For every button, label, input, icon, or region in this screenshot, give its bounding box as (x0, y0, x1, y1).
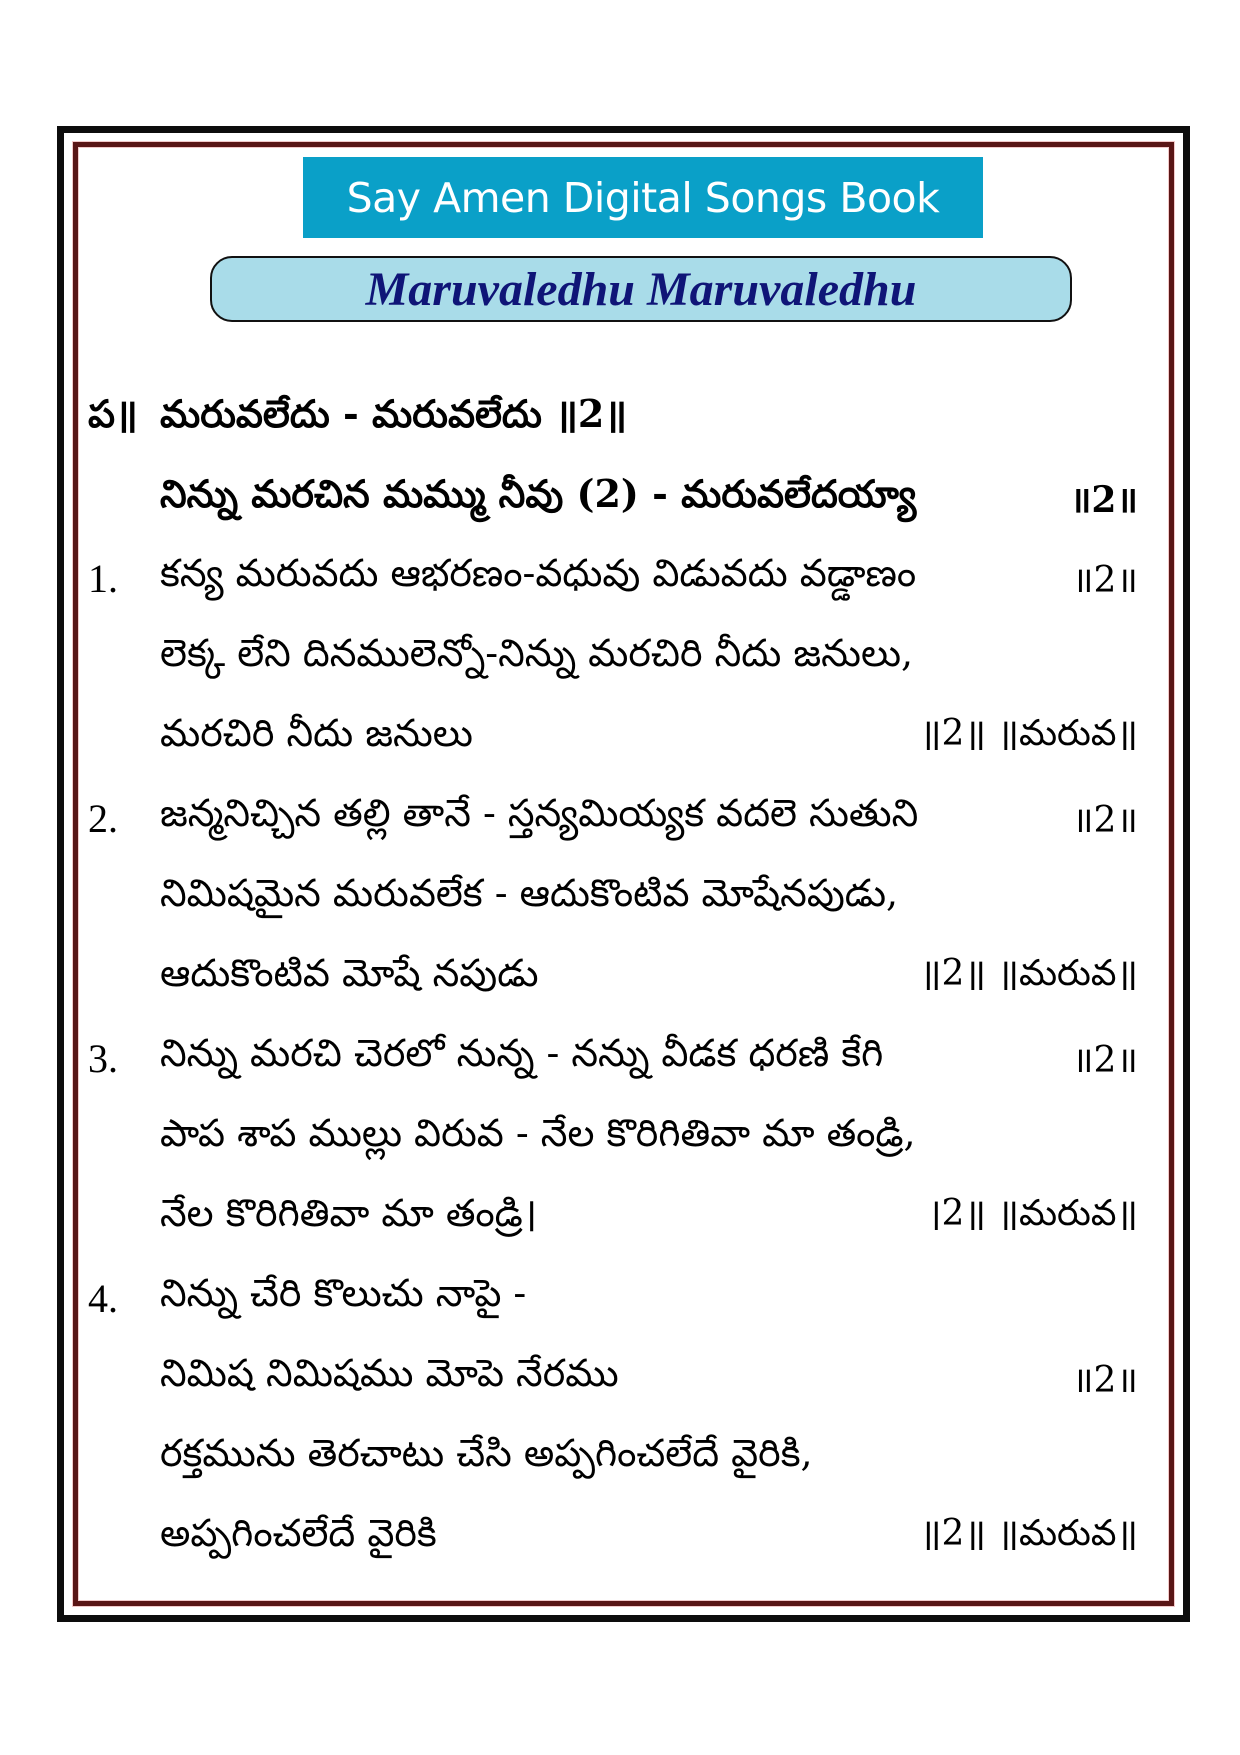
pallavi-line (88, 458, 1138, 538)
repeat-marker: ॥2॥ ॥మరువ॥ (919, 713, 1138, 754)
book-banner: Say Amen Digital Songs Book (303, 157, 983, 238)
stanza-number: 3. (88, 1035, 118, 1081)
lyric-text: లెక్క లేని దినములెన్నో-నిన్ను మరచిరి నీదు జనులు, (160, 631, 914, 675)
lyric-text: నిమిషమైన మరువలేక - ఆదుకొంటివ మోషేనపుడు, (160, 871, 899, 915)
pallavi-marker: ప॥ (88, 390, 138, 436)
repeat-marker: ॥2॥ (1071, 1359, 1138, 1401)
repeat-marker: ॥2॥ ॥మరువ॥ (919, 1513, 1138, 1554)
stanza-line (88, 698, 1138, 778)
lyric-text: మరువలేదు - మరువలేదు ॥2॥ (160, 390, 628, 436)
stanza-line (88, 1098, 1138, 1178)
stanza-line (88, 1418, 1138, 1498)
repeat-marker: ॥2॥ (1071, 799, 1138, 841)
repeat-marker: ॥2॥ (1071, 1039, 1138, 1081)
stanza-line (88, 1018, 1138, 1098)
lyric-text: నిన్ను చేరి కొలుచు నాపై - (160, 1271, 527, 1315)
lyric-text: నిన్ను మరచి చెరలో నున్న - నన్ను వీడక ధరణి కేగి (160, 1031, 884, 1075)
song-title: Maruvaledhu Maruvaledhu (210, 256, 1072, 322)
stanza-line (88, 1258, 1138, 1338)
stanza-line (88, 538, 1138, 618)
lyric-text: కన్య మరువదు ఆభరణం-వధువు విడువదు వడ్డాణం (160, 551, 917, 595)
repeat-marker: ॥2॥ (1071, 559, 1138, 601)
stanza-line (88, 778, 1138, 858)
stanza-line (88, 618, 1138, 698)
lyric-text: జన్మనిచ్చిన తల్లి తానే - స్తన్యమియ్యక వదలె సుతుని (160, 791, 919, 835)
pallavi-line (88, 378, 1138, 458)
repeat-marker: ।2॥ ॥మరువ॥ (927, 1193, 1138, 1234)
lyric-text: పాప శాప ముల్లు విరువ - నేల కొరిగితివా మా తండ్రి, (160, 1111, 916, 1155)
stanza-number: 2. (88, 795, 118, 841)
stanza-line (88, 938, 1138, 1018)
lyric-text: ఆదుకొంటివ మోషే నపుడు (160, 951, 539, 995)
lyrics-body (88, 378, 1138, 1578)
lyric-text: మరచిరి నీదు జనులు (160, 711, 473, 755)
stanza-line (88, 1498, 1138, 1578)
repeat-marker: ॥2॥ ॥మరువ॥ (919, 953, 1138, 994)
stanza-number: 4. (88, 1275, 118, 1321)
lyric-text: నిన్ను మరచిన మమ్ము నీవు (2) - మరువలేదయ్యా (160, 470, 917, 516)
stanza-line (88, 1338, 1138, 1418)
stanza-line (88, 1178, 1138, 1258)
stanza-line (88, 858, 1138, 938)
lyric-text: అప్పగించలేదే వైరికి (160, 1511, 437, 1555)
lyric-text: నిమిష నిమిషము మోపె నేరము (160, 1351, 619, 1395)
stanza-number: 1. (88, 555, 118, 601)
lyric-text: నేల కొరిగితివా మా తండ్రి। (160, 1191, 538, 1235)
repeat-marker: ॥2॥ (1069, 478, 1138, 521)
lyric-text: రక్తమును తెరచాటు చేసి అప్పగించలేదే వైరికి, (160, 1431, 813, 1475)
